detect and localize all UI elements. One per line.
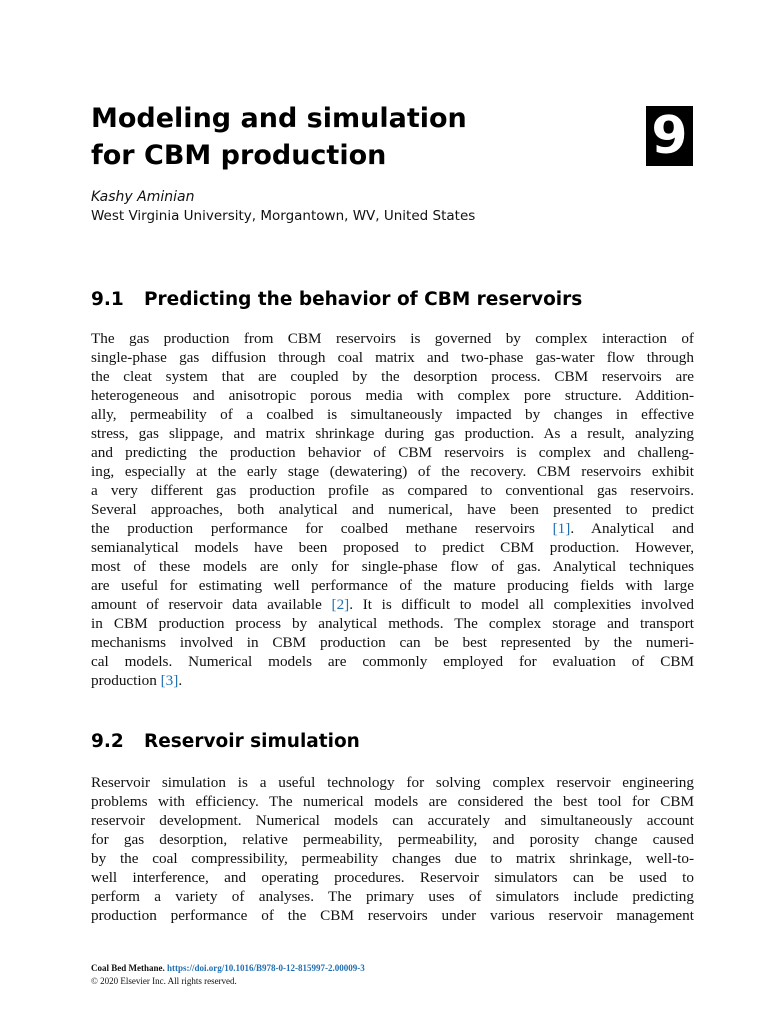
paragraph-line <box>91 424 694 443</box>
paragraph-line <box>91 538 694 557</box>
paragraph-line <box>91 386 694 405</box>
line-text: . <box>178 672 183 689</box>
paragraph-line <box>91 443 694 462</box>
line-text: problems with efficiency. The numerical models are considered the best tool for CBM <box>91 793 694 810</box>
author-name: Kashy Aminian <box>91 189 195 205</box>
paragraph-line <box>91 652 694 671</box>
paragraph-line <box>91 557 694 576</box>
line-text: well interference, and operating procedures. Reservoir simulators can be used to <box>91 869 694 886</box>
line-text: and predicting the production behavior of CBM reservoirs is complex and challeng- <box>91 444 694 461</box>
line-text: perform a variety of analyses. The primary uses of simulators include predicting <box>91 888 694 905</box>
paragraph-line <box>91 462 694 481</box>
chapter-title-line-1: Modeling and simulation <box>91 103 467 134</box>
line-text: production performance of the CBM reservoirs under various reservoir management <box>91 907 694 924</box>
line-text: reservoir development. Numerical models can accurately and simultaneously account <box>91 812 694 829</box>
section-body-9-1 <box>91 329 694 690</box>
section-number: 9.1 <box>91 289 124 310</box>
paragraph-line <box>91 595 694 614</box>
paragraph-line <box>91 614 694 633</box>
chapter-title-line-2: for CBM production <box>91 140 387 171</box>
paragraph-line <box>91 633 694 652</box>
chapter-title <box>91 100 611 174</box>
paragraph-line <box>91 405 694 424</box>
section-title: Predicting the behavior of CBM reservoirs <box>144 289 583 310</box>
paragraph-line <box>91 481 694 500</box>
section-heading-9-2 <box>91 729 360 755</box>
footer-citation <box>91 962 365 975</box>
line-text: semianalytical models have been proposed to predict CBM production. However, <box>91 539 694 556</box>
footer-journal: Coal Bed Methane. <box>91 963 165 973</box>
paragraph-line <box>91 830 694 849</box>
line-text: for gas desorption, relative permeability, permeability, and porosity change caused <box>91 831 694 848</box>
line-text: heterogeneous and anisotropic porous media with complex pore structure. Addition- <box>91 387 694 404</box>
paragraph-line <box>91 887 694 906</box>
doi-link[interactable]: https://doi.org/10.1016/B978-0-12-815997-2.00009-3 <box>167 963 365 973</box>
paragraph-line <box>91 576 694 595</box>
paragraph-line <box>91 367 694 386</box>
section-heading-9-1 <box>91 287 582 313</box>
paragraph-line <box>91 773 694 792</box>
line-text: production <box>91 672 161 689</box>
paragraph-line <box>91 671 694 690</box>
page-footer <box>91 962 365 988</box>
paragraph-line <box>91 329 694 348</box>
line-text: ing, especially at the early stage (dewatering) of the recovery. CBM reservoirs exhibit <box>91 463 694 480</box>
paragraph-line <box>91 348 694 367</box>
author-affiliation: West Virginia University, Morgantown, WV, United States <box>91 208 476 224</box>
paragraph-line <box>91 519 694 538</box>
line-text: The gas production from CBM reservoirs is governed by complex interaction of <box>91 330 694 347</box>
line-text: . Analytical and <box>570 520 694 537</box>
line-text: . It is difficult to model all complexities involved <box>349 596 694 613</box>
paragraph-line <box>91 792 694 811</box>
paragraph-line <box>91 868 694 887</box>
line-text: the production performance for coalbed methane reservoirs <box>91 520 553 537</box>
footer-copyright: © 2020 Elsevier Inc. All rights reserved. <box>91 976 237 986</box>
section-title: Reservoir simulation <box>144 731 360 752</box>
line-text: a very different gas production profile as compared to conventional gas reservoirs. <box>91 482 694 499</box>
line-text: in CBM production process by analytical methods. The complex storage and transport <box>91 615 694 632</box>
section-body-9-2 <box>91 773 694 925</box>
line-text: cal models. Numerical models are commonly employed for evaluation of CBM <box>91 653 694 670</box>
line-text: the cleat system that are coupled by the desorption process. CBM reservoirs are <box>91 368 694 385</box>
chapter-number-badge: 9 <box>646 106 693 166</box>
line-text: Several approaches, both analytical and numerical, have been presented to predict <box>91 501 694 518</box>
citation-link[interactable]: [1] <box>552 520 571 537</box>
section-number: 9.2 <box>91 731 124 752</box>
line-text: ally, permeability of a coalbed is simultaneously impacted by changes in effective <box>91 406 694 423</box>
line-text: stress, gas slippage, and matrix shrinkage during gas production. As a result, analyzing <box>91 425 694 442</box>
line-text: Reservoir simulation is a useful technology for solving complex reservoir engineering <box>91 774 694 791</box>
line-text: mechanisms involved in CBM production can be best represented by the numeri- <box>91 634 694 651</box>
line-text: by the coal compressibility, permeability changes due to matrix shrinkage, well-to- <box>91 850 694 867</box>
citation-link[interactable]: [2] <box>331 596 350 613</box>
paragraph-line <box>91 500 694 519</box>
paragraph-line <box>91 906 694 925</box>
citation-link[interactable]: [3] <box>160 672 179 689</box>
paragraph-line <box>91 811 694 830</box>
line-text: amount of reservoir data available <box>91 596 332 613</box>
paragraph-line <box>91 849 694 868</box>
line-text: single-phase gas diffusion through coal matrix and two-phase gas-water flow through <box>91 349 694 366</box>
line-text: are useful for estimating well performance of the mature producing fields with large <box>91 577 694 594</box>
line-text: most of these models are only for single-phase flow of gas. Analytical techniques <box>91 558 694 575</box>
